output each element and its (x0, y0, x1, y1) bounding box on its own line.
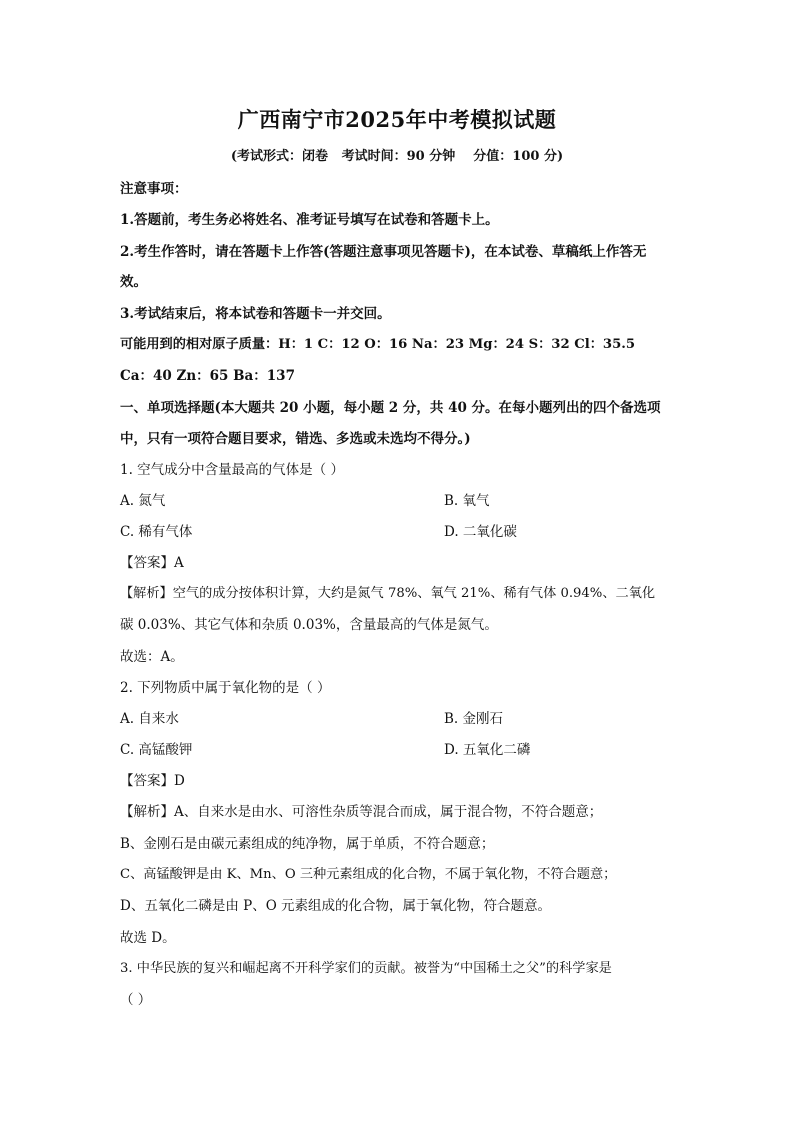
question-2-option-a: A. 自来水 (120, 711, 179, 727)
atomic-mass-line-1: 可能用到的相对原子质量：H：1 C：12 O：16 Na：23 Mg：24 S：32 Cl：35.5 (120, 337, 636, 352)
notice-item-1: 1.答题前，考生务必将姓名、准考证号填写在试卷和答题卡上。 (120, 212, 499, 228)
question-2-answer: 【答案】D (120, 773, 185, 789)
question-3-stem-line-2: （ ） (120, 992, 152, 1008)
exam-info: (考试形式：闭卷 考试时间：90 分钟 分值：100 分) (230, 149, 564, 164)
question-1-choice: 故选：A。 (120, 649, 184, 665)
question-2-analysis-line-3: C、高锰酸钾是由 K、Mn、O 三种元素组成的化合物，不属于氧化物，不符合题意； (120, 867, 617, 882)
question-2-option-b: B. 金刚石 (444, 711, 504, 727)
question-2-analysis-line-1: 【解析】A、自来水是由水、可溶性杂质等混合而成，属于混合物，不符合题意； (120, 804, 603, 820)
page-title: 广西南宁市2025年中考模拟试题 (237, 107, 557, 132)
section-heading-line-1: 一、单项选择题(本大题共 20 小题，每小题 2 分，共 40 分。在每小题列出的四个备选项 (120, 400, 661, 416)
question-2-stem: 2. 下列物质中属于氧化物的是（ ） (120, 680, 331, 696)
question-2-choice: 故选 D。 (120, 930, 176, 946)
question-2-option-d: D. 五氧化二磷 (444, 742, 531, 758)
question-1-option-a: A. 氮气 (120, 493, 166, 509)
question-3-stem-line-1: 3. 中华民族的复兴和崛起离不开科学家们的贡献。被誉为“中国稀土之父”的科学家是 (120, 961, 612, 976)
question-1-option-d: D. 二氧化碳 (444, 524, 517, 540)
notice-item-2-line-1: 2.考生作答时，请在答题卡上作答(答题注意事项见答题卡)，在本试卷、草稿纸上作答无 (120, 244, 647, 260)
question-1-answer: 【答案】A (120, 555, 184, 571)
atomic-mass-line-2: Ca：40 Zn：65 Ba：137 (120, 368, 295, 384)
notice-heading: 注意事项： (120, 181, 188, 197)
question-1-analysis-line-2: 碳 0.03%、其它气体和杂质 0.03%，含量最高的气体是氮气。 (120, 617, 498, 633)
question-1-analysis-line-1: 【解析】空气的成分按体积计算，大约是氮气 78%、氧气 21%、稀有气体 0.94%、二氧化 (120, 586, 656, 601)
question-1-stem: 1. 空气成分中含量最高的气体是（ ） (120, 462, 344, 478)
question-1-option-b: B. 氧气 (444, 493, 490, 509)
question-2-option-c: C. 高锰酸钾 (120, 742, 193, 758)
question-2-analysis-line-2: B、金刚石是由碳元素组成的纯净物，属于单质，不符合题意； (120, 836, 495, 852)
notice-item-2-line-2: 效。 (120, 274, 147, 290)
section-heading-line-2: 中，只有一项符合题目要求，错选、多选或未选均不得分。) (120, 431, 471, 447)
question-2-analysis-line-4: D、五氧化二磷是由 P、O 元素组成的化合物，属于氧化物，符合题意。 (120, 898, 552, 914)
question-1-option-c: C. 稀有气体 (120, 524, 193, 540)
notice-item-3: 3.考试结束后，将本试卷和答题卡一并交回。 (120, 306, 391, 322)
